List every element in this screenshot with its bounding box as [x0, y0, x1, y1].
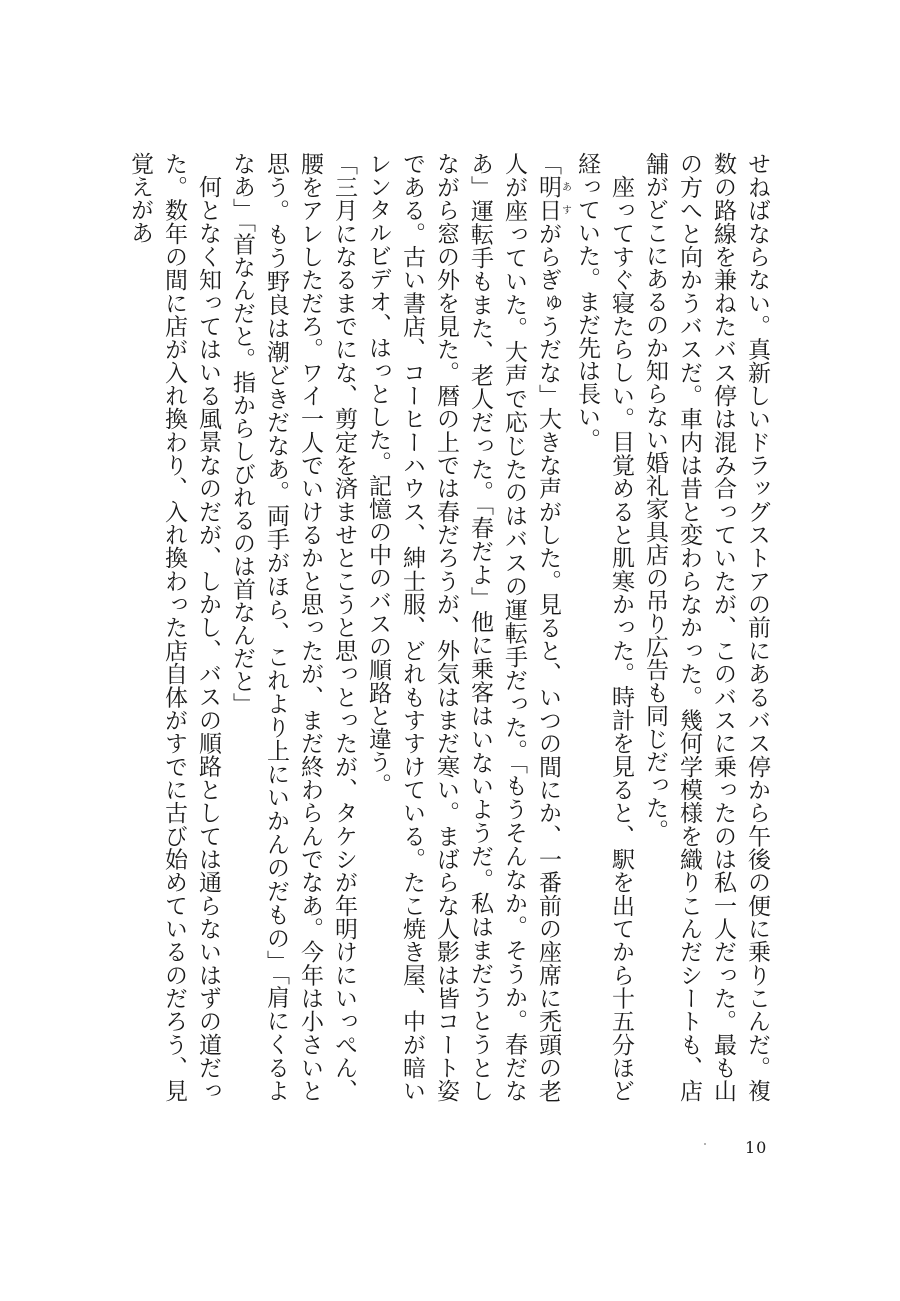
- paragraph-3: 「明日あすがらぎゅうだな」大きな声がした。見ると、いつの間にか、一番前の座席に禿頭の老人が座っていた。大声で応じたのはバスの運転手だった。「もうそんなか。そうか。春だなあ」運転手もまた、老人だった。「春だよ」他に乗客はいないようだ。私はまだうとうとしながら窓の外を見た。暦の上では春だろうが、外気はまだ寒い。まばらな人影は皆コート姿である。古い書店、コーヒーハウス、紳士服、どれもすすけている。たこ焼き屋、中が暗いレンタルビデオ、はっとした。記憶の中のバスの順路と違う。: [365, 152, 571, 1102]
- page-number: 10: [745, 1138, 768, 1157]
- ruby-ashita: 明日あす: [535, 175, 571, 222]
- paragraph-1: せねばならない。真新しいドラッグストアの前にあるバス停から午後の便に乗りこんだ。複数の路線を兼ねたバス停は混み合っていたが、このバスに乗ったのは私一人だった。最も山の方へと向かうバスだ。車内は昔と変わらなかった。幾何学模様を織りこんだシートも、店舗がどこにあるのか知らない婚礼家具店の吊り広告も同じだった。: [642, 152, 770, 1102]
- paragraph-2: 座ってすぐ寝たらしい。目覚めると肌寒かった。時計を見ると、駅を出てから十五分ほど経っていた。まだ先は長い。: [574, 152, 634, 1102]
- paragraph-5: 何となく知ってはいる風景なのだが、しかし、バスの順路としては通らないはずの道だった。数年の間に店が入れ換わり、入れ換わった店自体がすでに古び始めているのだろう、見覚えがあ: [127, 152, 221, 1102]
- ruby-reading: あす: [559, 175, 571, 222]
- body-text: [124, 152, 774, 1102]
- paragraph-4: 「三月になるまでにな、剪定を済ませとこうと思っとったが、タケシが年明けにいっぺん、腰をアレしただろ。ワイ一人でいけるかと思ったが、まだ終わらんでなあ。今年は小さいと思う。もう野良は潮どきだなあ。両手がほら、これより上にいかんのだもの」「肩にくるよなあ」「首なんだと。指からしびれるのは首なんだと」: [229, 152, 357, 1102]
- print-speck: [704, 1143, 706, 1145]
